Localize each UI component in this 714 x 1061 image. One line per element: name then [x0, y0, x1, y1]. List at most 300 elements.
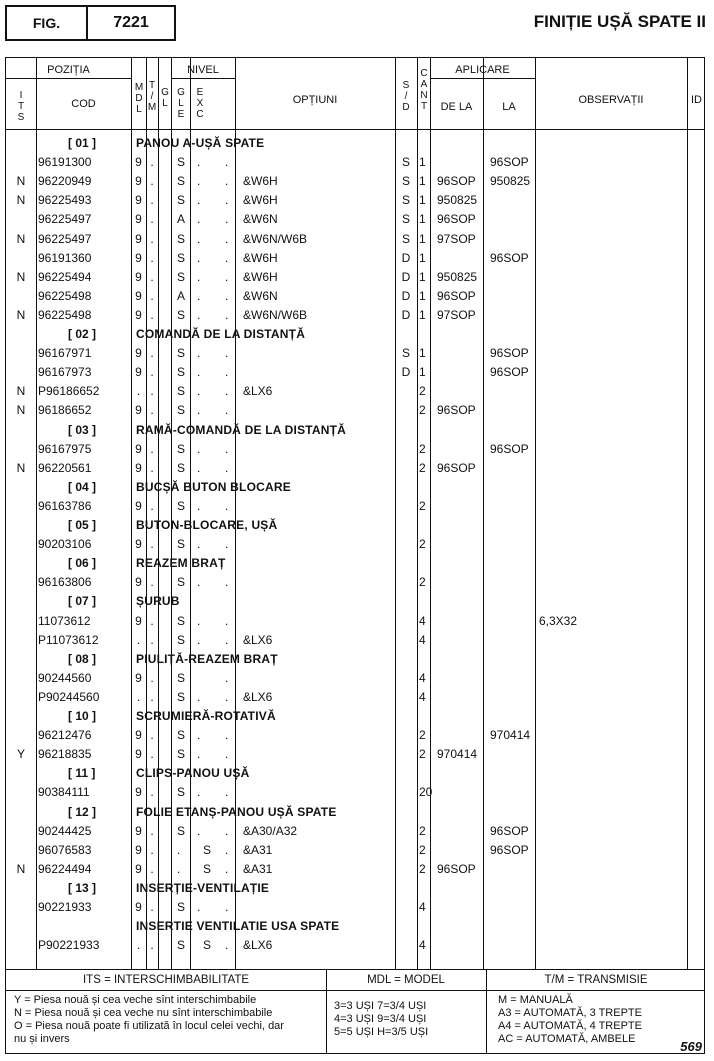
quantity-value: 1	[419, 307, 426, 322]
mdl-value: .	[136, 938, 141, 953]
mdl-value: 9	[135, 346, 142, 361]
gl-value: S	[177, 537, 186, 552]
tm-value: .	[150, 231, 154, 246]
quantity-value: 20	[419, 785, 433, 800]
mdl-value: 9	[135, 250, 142, 265]
part-code: 90221933	[38, 900, 92, 914]
legend-tm-line: M = MANUALĂ	[498, 994, 573, 1006]
tm-value: .	[150, 307, 154, 322]
options-value: &W6N/W6B	[243, 307, 308, 322]
quantity-value: 1	[419, 174, 426, 189]
gle-value: S	[203, 861, 212, 876]
part-code: 96191360	[38, 250, 92, 265]
exc-value: .	[225, 938, 229, 953]
part-code: P11073612	[38, 632, 99, 647]
to-value: 96SOP	[490, 155, 529, 170]
exc-value: .	[225, 346, 229, 361]
quantity-value: 2	[419, 403, 426, 418]
tm-value: .	[150, 842, 154, 857]
quantity-value: 4	[419, 689, 426, 704]
exc-value: .	[225, 861, 229, 876]
sd-value: D	[401, 269, 411, 284]
section-title: REAZEM BRAȚ	[136, 556, 226, 571]
sd-value: S	[401, 174, 410, 189]
gle-value: .	[197, 174, 201, 189]
header-gl: G L	[161, 87, 169, 109]
exc-value: .	[225, 307, 229, 322]
gle-value: .	[197, 441, 201, 456]
part-code: 96225497	[38, 212, 92, 227]
sd-value: S	[401, 155, 410, 170]
gl-value: S	[177, 250, 186, 265]
exc-value: .	[225, 212, 229, 227]
gle-value: .	[197, 155, 201, 170]
sd-value: S	[401, 193, 410, 208]
gle-value: S	[203, 842, 212, 857]
exc-value: .	[225, 498, 229, 513]
exc-value: .	[225, 537, 229, 552]
gle-value: .	[197, 728, 201, 743]
from-value: 96SOP	[437, 460, 476, 475]
mdl-value: 9	[135, 670, 142, 685]
gle-value: .	[197, 193, 201, 208]
to-value: 970414	[490, 728, 531, 743]
mdl-value: 9	[135, 193, 142, 208]
mdl-value: 9	[135, 288, 142, 303]
column-line	[430, 58, 431, 969]
section-code: [ 01 ]	[68, 136, 97, 150]
from-value: 950825	[437, 193, 478, 208]
tm-value: .	[150, 613, 154, 628]
section-title: BUTON-BLOCARE, UȘĂ	[136, 518, 278, 532]
gl-value: S	[177, 346, 186, 361]
exc-value: .	[225, 269, 229, 284]
mdl-value: 9	[135, 269, 142, 284]
exc-value: .	[225, 632, 229, 647]
header-la: LA	[502, 101, 516, 113]
tm-value: .	[150, 346, 154, 361]
from-value: 970414	[437, 747, 478, 762]
options-value: &W6N	[243, 288, 278, 303]
section-code: [ 02 ]	[68, 327, 97, 341]
column-line	[158, 58, 159, 969]
gl-value: S	[177, 498, 186, 513]
header-cant: C A N T	[420, 68, 428, 112]
header-pozitia: POZIȚIA	[47, 64, 90, 76]
exc-value: .	[225, 900, 229, 914]
legend-its-line: Y = Piesa nouă și cea veche sînt interschimbabile	[14, 994, 257, 1006]
gl-value: S	[177, 900, 186, 914]
part-code: 11073612	[38, 613, 91, 628]
header-mdl: M D L	[134, 82, 144, 115]
section-title: ȘURUB	[136, 594, 180, 609]
sd-value: D	[401, 365, 411, 380]
part-code: 96220949	[38, 174, 92, 189]
gle-value: .	[197, 613, 201, 628]
exc-value: .	[225, 747, 229, 762]
quantity-value: 4	[419, 632, 426, 647]
from-value: 96SOP	[437, 212, 476, 227]
exc-value: .	[225, 403, 229, 418]
sd-value: D	[401, 250, 411, 265]
to-value: 96SOP	[490, 250, 529, 265]
to-value: 96SOP	[490, 823, 529, 838]
quantity-value: 1	[419, 346, 426, 361]
tm-value: .	[150, 174, 154, 189]
gle-value: .	[197, 365, 201, 380]
gle-value: .	[197, 537, 201, 552]
gle-value: .	[197, 346, 201, 361]
gle-value: .	[197, 307, 201, 322]
gl-value: S	[177, 269, 186, 284]
part-code: 96220561	[38, 460, 92, 475]
mdl-value: 9	[135, 861, 142, 876]
gl-value: .	[177, 861, 181, 876]
from-value: 97SOP	[437, 307, 476, 322]
quantity-value: 4	[419, 613, 426, 628]
gle-value: .	[197, 900, 201, 914]
tm-value: .	[150, 938, 154, 953]
part-code: 96167975	[38, 441, 92, 456]
exc-value: .	[225, 231, 229, 246]
gle-value: .	[197, 384, 201, 399]
gl-value: S	[177, 193, 186, 208]
header-sd: S / D	[402, 80, 410, 113]
gl-value: S	[177, 728, 186, 743]
sd-value: D	[401, 307, 411, 322]
part-code: P90221933	[38, 938, 100, 953]
tm-value: .	[150, 575, 154, 590]
mdl-value: 9	[135, 460, 142, 475]
part-code: 96076583	[38, 842, 92, 857]
section-title: RAMĂ-COMANDĂ DE LA DISTANȚĂ	[136, 422, 347, 437]
part-code: 96186652	[38, 403, 92, 418]
gl-value: S	[177, 403, 186, 418]
mdl-value: 9	[135, 231, 142, 246]
its-value: N	[16, 307, 26, 322]
part-code: 90203106	[38, 537, 92, 552]
section-code: [ 11 ]	[68, 766, 96, 781]
sd-value: S	[401, 231, 410, 246]
gl-value: S	[177, 155, 186, 170]
tm-value: .	[150, 670, 154, 685]
from-value: 96SOP	[437, 288, 476, 303]
tm-value: .	[150, 250, 154, 265]
mdl-value: .	[136, 384, 141, 399]
options-value: &W6H	[243, 174, 278, 189]
quantity-value: 2	[419, 441, 426, 456]
header-line	[6, 78, 131, 79]
part-code: P90244560	[38, 689, 100, 704]
legend-mdl-line: 3=3 UȘI 7=3/4 UȘI	[334, 1000, 427, 1012]
tm-value: .	[150, 689, 154, 704]
section-title: FOLIE ETANȘ-PANOU UȘĂ SPATE	[136, 804, 337, 819]
mdl-value: .	[136, 689, 141, 704]
its-value: N	[16, 384, 26, 399]
gl-value: S	[177, 670, 186, 685]
legend-its-header: ITS = INTERSCHIMBABILITATE	[82, 974, 250, 986]
legend-tm-header: T/M = TRANSMISIE	[544, 974, 648, 986]
options-value: &W6H	[243, 269, 278, 284]
legend-tm-line: A3 = AUTOMATĂ, 3 TREPTE	[498, 1007, 642, 1019]
tm-value: .	[150, 193, 154, 208]
tm-value: .	[150, 403, 154, 418]
quantity-value: 2	[419, 537, 426, 552]
quantity-value: 1	[419, 288, 426, 303]
part-code: 96225498	[38, 288, 92, 303]
mdl-value: 9	[135, 728, 142, 743]
column-line	[235, 58, 236, 969]
mdl-value: 9	[135, 174, 142, 189]
part-code: 96212476	[38, 728, 92, 743]
quantity-value: 1	[419, 250, 426, 265]
its-value: Y	[16, 747, 25, 762]
quantity-value: 1	[419, 231, 426, 246]
part-code: 96225498	[38, 307, 92, 322]
gl-value: S	[177, 632, 186, 647]
section-code: [ 08 ]	[68, 651, 97, 666]
section-title: INSERȚIE-VENTILAȚIE	[136, 880, 270, 895]
gle-value: .	[197, 575, 201, 590]
gl-value: S	[177, 785, 186, 800]
section-title: PANOU A-UȘĂ SPATE	[136, 136, 265, 150]
exc-value: .	[225, 174, 229, 189]
quantity-value: 2	[419, 842, 426, 857]
gl-value: .	[177, 842, 181, 857]
legend-mdl-header: MDL = MODEL	[367, 974, 445, 986]
to-value: 96SOP	[490, 365, 529, 380]
column-line	[687, 58, 688, 969]
parts-table	[5, 57, 705, 970]
gl-value: S	[177, 613, 186, 628]
section-code: [ 07 ]	[68, 594, 97, 609]
quantity-value: 4	[419, 938, 426, 953]
column-line	[171, 58, 172, 969]
figure-number: 7221	[113, 14, 149, 31]
part-code: 96191300	[38, 155, 92, 170]
exc-value: .	[225, 842, 229, 857]
gle-value: .	[197, 269, 201, 284]
gle-value: .	[197, 250, 201, 265]
gl-value: S	[177, 938, 186, 953]
column-line	[190, 58, 191, 969]
quantity-value: 2	[419, 460, 426, 475]
gle-value: .	[197, 689, 201, 704]
mdl-value: 9	[135, 785, 142, 800]
exc-value: .	[225, 441, 229, 456]
its-value: N	[16, 269, 26, 284]
gle-value: .	[197, 288, 201, 303]
options-value: &A31	[243, 861, 273, 876]
gl-value: S	[177, 174, 186, 189]
options-value: &A31	[243, 842, 273, 857]
gle-value: .	[197, 212, 201, 227]
sd-value: S	[401, 212, 410, 227]
section-title: CLIPS-PANOU UȘĂ	[136, 766, 250, 781]
gl-value: S	[177, 441, 186, 456]
gl-value: S	[177, 365, 186, 380]
gle-value: .	[197, 823, 201, 838]
quantity-value: 4	[419, 670, 426, 685]
exc-value: .	[225, 288, 229, 303]
header-nivel: NIVEL	[187, 64, 219, 76]
header-gle: G L E	[177, 87, 185, 120]
header-its: I T S	[17, 90, 25, 123]
page-title: FINIȚIE UȘĂ SPATE II	[533, 12, 706, 31]
quantity-value: 4	[419, 900, 426, 914]
part-code: 96167973	[38, 365, 92, 380]
tm-value: .	[150, 861, 154, 876]
figure-box	[5, 5, 176, 41]
gle-value: .	[197, 460, 201, 475]
part-code: 96225497	[38, 231, 92, 246]
header-optiuni: OPȚIUNI	[292, 94, 338, 106]
legend-its-line: O = Piesa nouă poate fi utilizată în locul celei vechi, dar	[14, 1020, 284, 1032]
quantity-value: 2	[419, 728, 426, 743]
header-observatii: OBSERVAȚII	[578, 94, 644, 106]
quantity-value: 2	[419, 861, 426, 876]
to-value: 96SOP	[490, 842, 529, 857]
quantity-value: 2	[419, 384, 426, 399]
from-value: 96SOP	[437, 403, 476, 418]
tm-value: .	[150, 785, 154, 800]
mdl-value: 9	[135, 441, 142, 456]
options-value: &W6N	[243, 212, 278, 227]
section-title: INSERTIE VENTILATIE USA SPATE	[136, 919, 340, 934]
options-value: &LX6	[243, 384, 273, 399]
mdl-value: 9	[135, 403, 142, 418]
mdl-value: 9	[135, 613, 142, 628]
page-number: 569	[680, 1039, 702, 1054]
gl-value: S	[177, 747, 186, 762]
section-title: COMANDĂ DE LA DISTANȚĂ	[136, 327, 306, 341]
part-code: 96224494	[38, 861, 92, 876]
part-code: 96163786	[38, 498, 92, 513]
gl-value: S	[177, 823, 186, 838]
column-line	[36, 58, 37, 969]
part-code: 90244425	[38, 823, 92, 838]
gle-value: .	[197, 498, 201, 513]
mdl-value: 9	[135, 537, 142, 552]
tm-value: .	[150, 728, 154, 743]
gl-value: A	[177, 288, 186, 303]
section-title: SCRUMIERĂ-ROTATIVĂ	[136, 709, 276, 723]
section-code: [ 13 ]	[68, 880, 97, 895]
section-code: [ 10 ]	[68, 709, 97, 723]
header-aplicare: APLICARE	[455, 64, 510, 76]
tm-value: .	[150, 632, 154, 647]
exc-value: .	[225, 193, 229, 208]
header-tm: T / M	[147, 80, 157, 113]
exc-value: .	[225, 613, 229, 628]
header-id: ID	[691, 94, 702, 106]
tm-value: .	[150, 269, 154, 284]
mdl-value: 9	[135, 900, 142, 914]
options-value: &W6H	[243, 250, 278, 265]
quantity-value: 1	[419, 193, 426, 208]
to-value: 950825	[490, 174, 531, 189]
exc-value: .	[225, 155, 229, 170]
part-code: 96167971	[38, 346, 92, 361]
legend-mdl-line: 4=3 UȘI 9=3/4 UȘI	[334, 1013, 427, 1025]
tm-value: .	[150, 460, 154, 475]
part-code: 96225493	[38, 193, 92, 208]
sd-value: D	[401, 288, 411, 303]
tm-value: .	[150, 747, 154, 762]
options-value: &W6H	[243, 193, 278, 208]
from-value: 97SOP	[437, 231, 476, 246]
gl-value: A	[177, 212, 186, 227]
header-bottom-line	[6, 129, 704, 130]
legend-its-line: N = Piesa nouă și cea veche nu sînt interschimbabile	[14, 1007, 273, 1019]
remarks-value: 6,3X32	[539, 613, 578, 628]
exc-value: .	[225, 689, 229, 704]
header-exc: E X C	[196, 87, 204, 120]
from-value: 950825	[437, 269, 478, 284]
mdl-value: 9	[135, 823, 142, 838]
mdl-value: 9	[135, 365, 142, 380]
gle-value: S	[203, 938, 212, 953]
exc-value: .	[225, 250, 229, 265]
tm-value: .	[150, 288, 154, 303]
legend-divider	[6, 990, 704, 991]
section-code: [ 12 ]	[68, 804, 97, 819]
gl-value: S	[177, 575, 186, 590]
gle-value: .	[197, 785, 201, 800]
header-de-la: DE LA	[440, 101, 473, 113]
quantity-value: 2	[419, 823, 426, 838]
options-value: &LX6	[243, 632, 273, 647]
mdl-value: 9	[135, 307, 142, 322]
part-code: 96163806	[38, 575, 92, 590]
quantity-value: 1	[419, 155, 426, 170]
quantity-value: 1	[419, 365, 426, 380]
section-title: PIULIȚĂ-REAZEM BRAȚ	[136, 651, 278, 666]
gle-value: .	[197, 632, 201, 647]
quantity-value: 2	[419, 747, 426, 762]
tm-value: .	[150, 823, 154, 838]
its-value: N	[16, 193, 26, 208]
its-value: N	[16, 231, 26, 246]
mdl-value: .	[136, 632, 141, 647]
options-value: &W6N/W6B	[243, 231, 308, 246]
its-value: N	[16, 460, 26, 475]
header-line	[171, 78, 235, 79]
its-value: N	[16, 861, 26, 876]
mdl-value: 9	[135, 747, 142, 762]
exc-value: .	[225, 365, 229, 380]
exc-value: .	[225, 575, 229, 590]
section-title: BUCȘĂ BUTON BLOCARE	[136, 479, 291, 494]
legend-mdl-line: 5=5 UȘI H=3/5 UȘI	[334, 1026, 429, 1038]
tm-value: .	[150, 212, 154, 227]
tm-value: .	[150, 900, 154, 914]
part-code: 90244560	[38, 670, 92, 685]
from-value: 96SOP	[437, 861, 476, 876]
gl-value: S	[177, 307, 186, 322]
sd-value: S	[401, 346, 410, 361]
mdl-value: 9	[135, 155, 142, 170]
tm-value: .	[150, 365, 154, 380]
its-value: N	[16, 403, 26, 418]
gl-value: S	[177, 231, 186, 246]
from-value: 96SOP	[437, 174, 476, 189]
legend-box	[5, 970, 705, 1054]
exc-value: .	[225, 728, 229, 743]
column-line	[483, 58, 484, 969]
gl-value: S	[177, 384, 186, 399]
part-code: 96225494	[38, 269, 92, 284]
